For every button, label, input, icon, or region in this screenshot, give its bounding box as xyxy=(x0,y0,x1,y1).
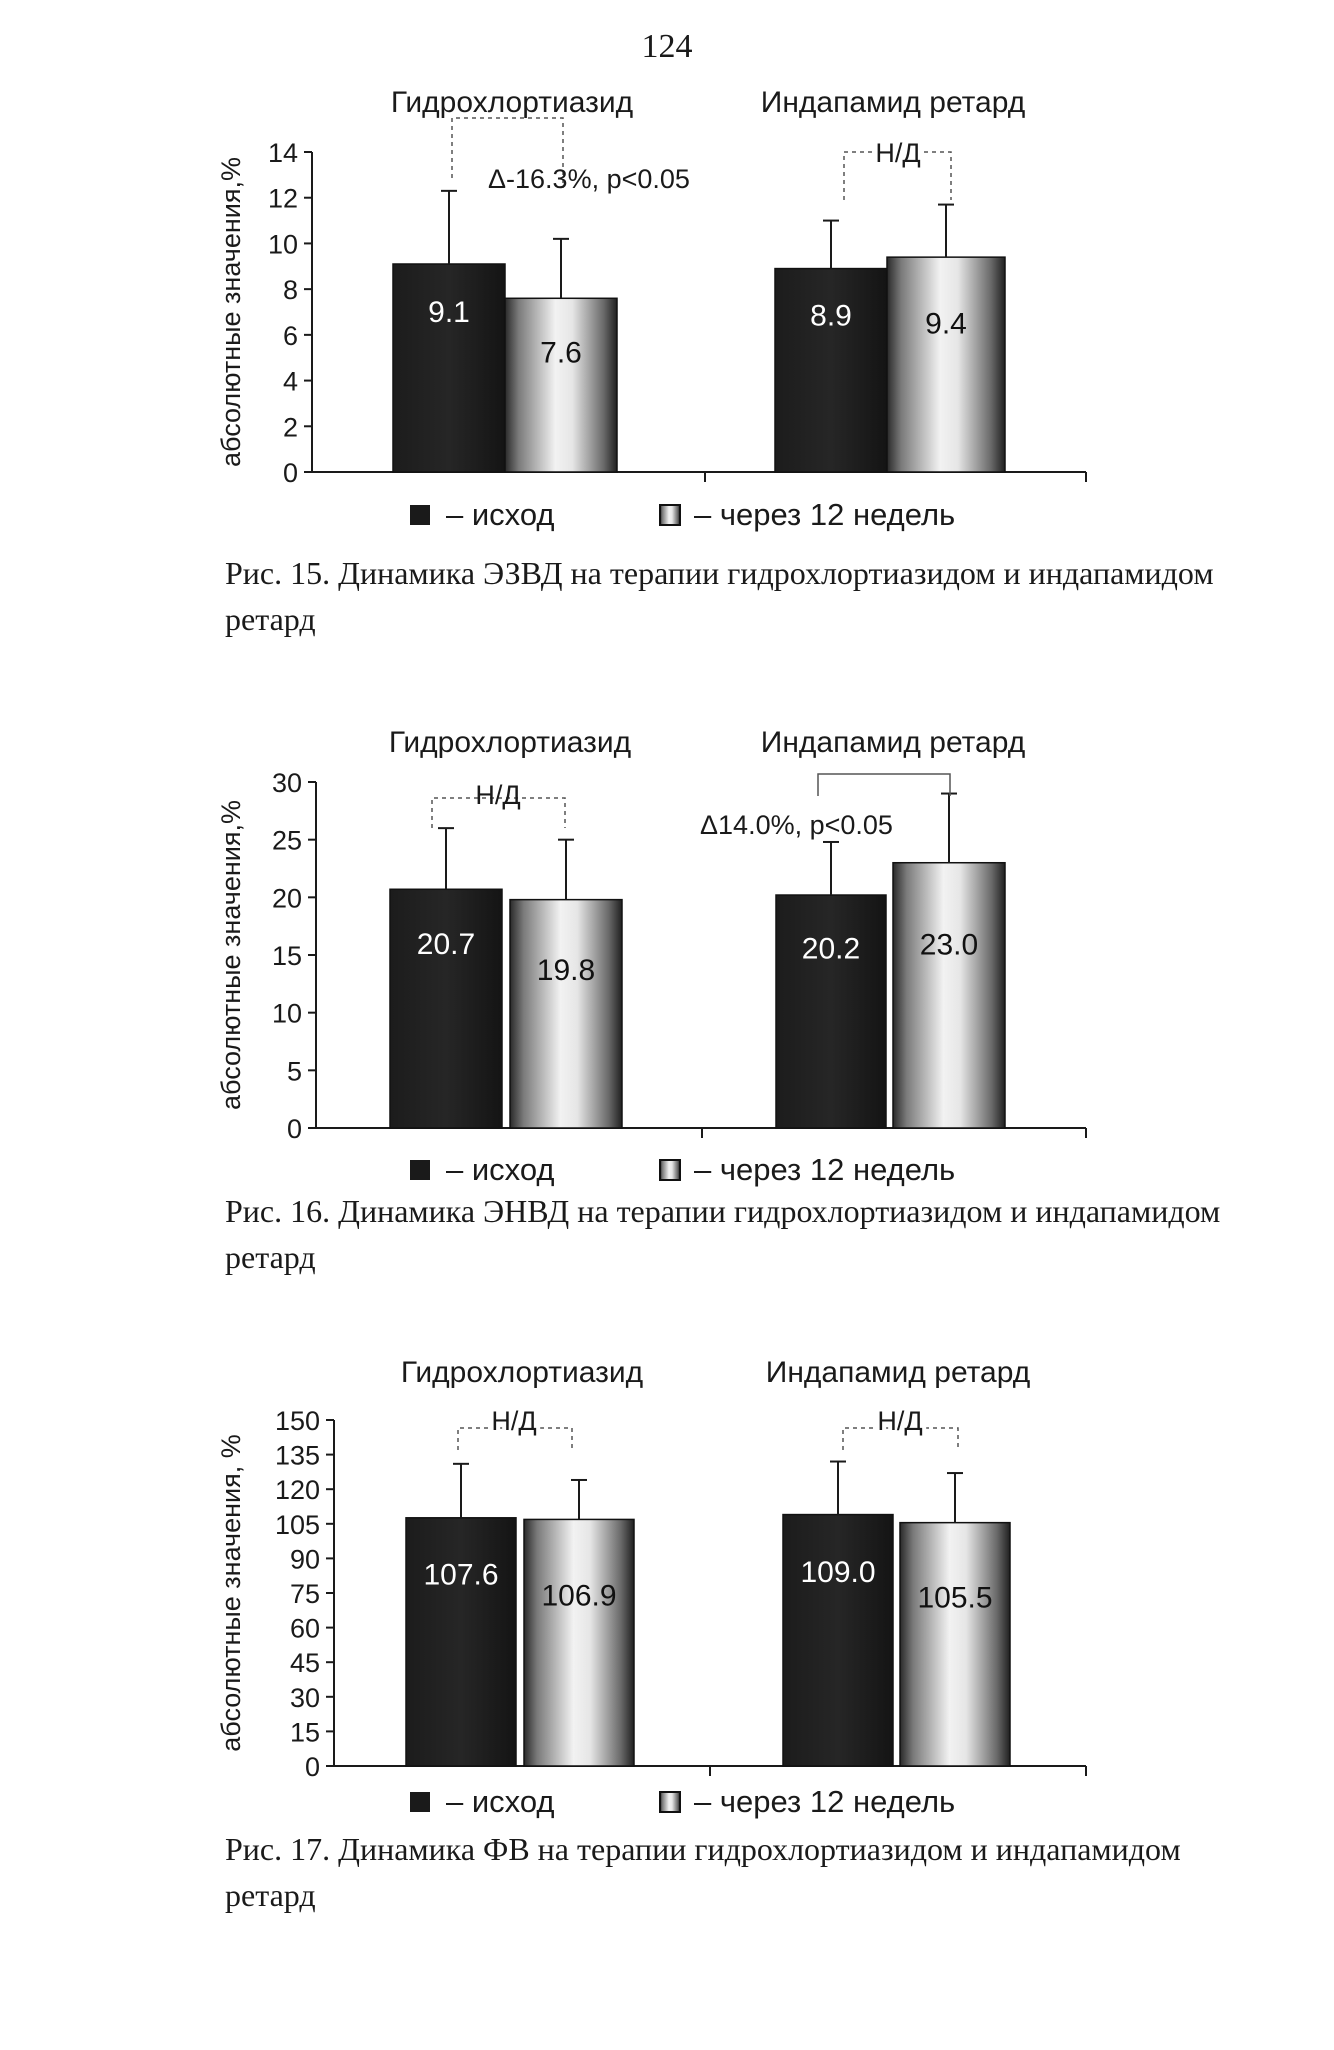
bar xyxy=(390,889,502,1128)
y-tick-label: 8 xyxy=(282,275,298,306)
significance-annotation: Н/Д xyxy=(877,1406,923,1436)
caption-figure-15: Рис. 15. Динамика ЭЗВД на терапии гидрохлортиазидом и индапамидом ретард xyxy=(225,555,1214,637)
bar xyxy=(783,1515,893,1766)
significance-annotation: Н/Д xyxy=(875,138,921,168)
y-axis-title: абсолютные значения, % xyxy=(216,1434,246,1752)
group-label: Гидрохлортиазид xyxy=(400,1356,644,1389)
bar xyxy=(900,1523,1010,1766)
significance-annotation: Н/Д xyxy=(491,1406,537,1436)
significance-bracket xyxy=(818,774,950,796)
legend-swatch-12-weeks xyxy=(660,505,680,525)
bar xyxy=(510,900,622,1128)
legend-label: – исход xyxy=(446,1152,555,1187)
y-tick-label: 0 xyxy=(304,1752,320,1782)
y-tick-label: 12 xyxy=(267,183,298,214)
bar-value-label: 109.0 xyxy=(800,1555,876,1589)
group-label: Индапамид ретард xyxy=(760,86,1026,119)
bar-value-label: 20.2 xyxy=(801,932,861,966)
bar xyxy=(893,863,1005,1128)
significance-annotation: Н/Д xyxy=(475,780,521,810)
legend-swatch-baseline xyxy=(410,1160,430,1180)
y-tick-label: 135 xyxy=(274,1440,320,1471)
y-tick-label: 30 xyxy=(289,1682,320,1713)
legend-swatch-12-weeks xyxy=(660,1160,680,1180)
bar-value-label: 23.0 xyxy=(919,928,979,962)
y-tick-label: 2 xyxy=(282,412,298,443)
group-label: Индапамид ретард xyxy=(765,1356,1031,1389)
chart-figure-15 xyxy=(0,60,1334,560)
bar xyxy=(524,1519,634,1766)
page-number: 124 xyxy=(641,28,693,65)
y-tick-label: 120 xyxy=(274,1475,320,1506)
caption-figure-17: Рис. 17. Динамика ФВ на терапии гидрохлортиазидом и индапамидом ретард xyxy=(225,1831,1181,1913)
y-tick-label: 105 xyxy=(274,1509,320,1540)
legend-label: – исход xyxy=(446,1784,555,1819)
bar xyxy=(887,257,1005,472)
y-tick-label: 6 xyxy=(282,320,298,351)
legend-swatch-12-weeks xyxy=(660,1792,680,1812)
bar-value-label: 9.4 xyxy=(925,307,967,341)
bar-value-label: 9.1 xyxy=(428,295,470,329)
y-tick-label: 25 xyxy=(271,825,302,856)
bar-value-label: 7.6 xyxy=(540,336,582,370)
legend-label: – исход xyxy=(446,497,555,532)
y-tick-label: 30 xyxy=(271,768,302,798)
legend-swatch-baseline xyxy=(410,1792,430,1812)
y-tick-label: 20 xyxy=(271,883,302,914)
y-tick-label: 14 xyxy=(267,138,298,168)
bar-value-label: 8.9 xyxy=(810,299,852,333)
caption-figure-16: Рис. 16. Динамика ЭНВД на терапии гидрохлортиазидом и индапамидом ретард xyxy=(225,1193,1221,1275)
figure-16 xyxy=(0,700,1334,1300)
bar xyxy=(776,895,886,1128)
legend-label: – через 12 недель xyxy=(694,497,956,532)
group-label: Гидрохлортиазид xyxy=(390,86,634,119)
significance-annotation: Δ-16.3%, p<0.05 xyxy=(488,164,690,194)
y-tick-label: 4 xyxy=(282,366,298,397)
chart-figure-17 xyxy=(0,1340,1334,1840)
y-tick-label: 10 xyxy=(271,998,302,1029)
y-tick-label: 10 xyxy=(267,229,298,260)
bar-value-label: 20.7 xyxy=(416,927,476,961)
bar-value-label: 19.8 xyxy=(536,954,596,988)
y-tick-label: 75 xyxy=(289,1579,320,1609)
y-tick-label: 15 xyxy=(271,941,302,971)
y-tick-label: 0 xyxy=(286,1114,302,1144)
y-tick-label: 60 xyxy=(289,1613,320,1644)
y-tick-label: 90 xyxy=(289,1544,320,1575)
y-tick-label: 150 xyxy=(274,1406,320,1436)
y-tick-label: 15 xyxy=(289,1717,320,1748)
bar-value-label: 105.5 xyxy=(917,1581,993,1615)
bar-value-label: 106.9 xyxy=(541,1579,617,1613)
figure-15 xyxy=(0,60,1334,660)
bar xyxy=(406,1518,516,1766)
group-label: Гидрохлортиазид xyxy=(388,726,632,759)
y-tick-label: 5 xyxy=(286,1056,302,1087)
y-axis-title: абсолютные значения,% xyxy=(216,157,246,467)
y-axis-title: абсолютные значения,% xyxy=(216,800,246,1110)
chart-figure-16 xyxy=(0,700,1334,1200)
bar xyxy=(505,298,617,472)
figure-17 xyxy=(0,1340,1334,1940)
bar-value-label: 107.6 xyxy=(423,1558,499,1592)
group-label: Индапамид ретард xyxy=(760,726,1026,759)
legend-label: – через 12 недель xyxy=(694,1152,956,1187)
legend-swatch-baseline xyxy=(410,505,430,525)
y-tick-label: 45 xyxy=(289,1648,320,1679)
significance-annotation: Δ14.0%, p<0.05 xyxy=(700,810,893,840)
y-tick-label: 0 xyxy=(282,458,298,488)
legend-label: – через 12 недель xyxy=(694,1784,956,1819)
